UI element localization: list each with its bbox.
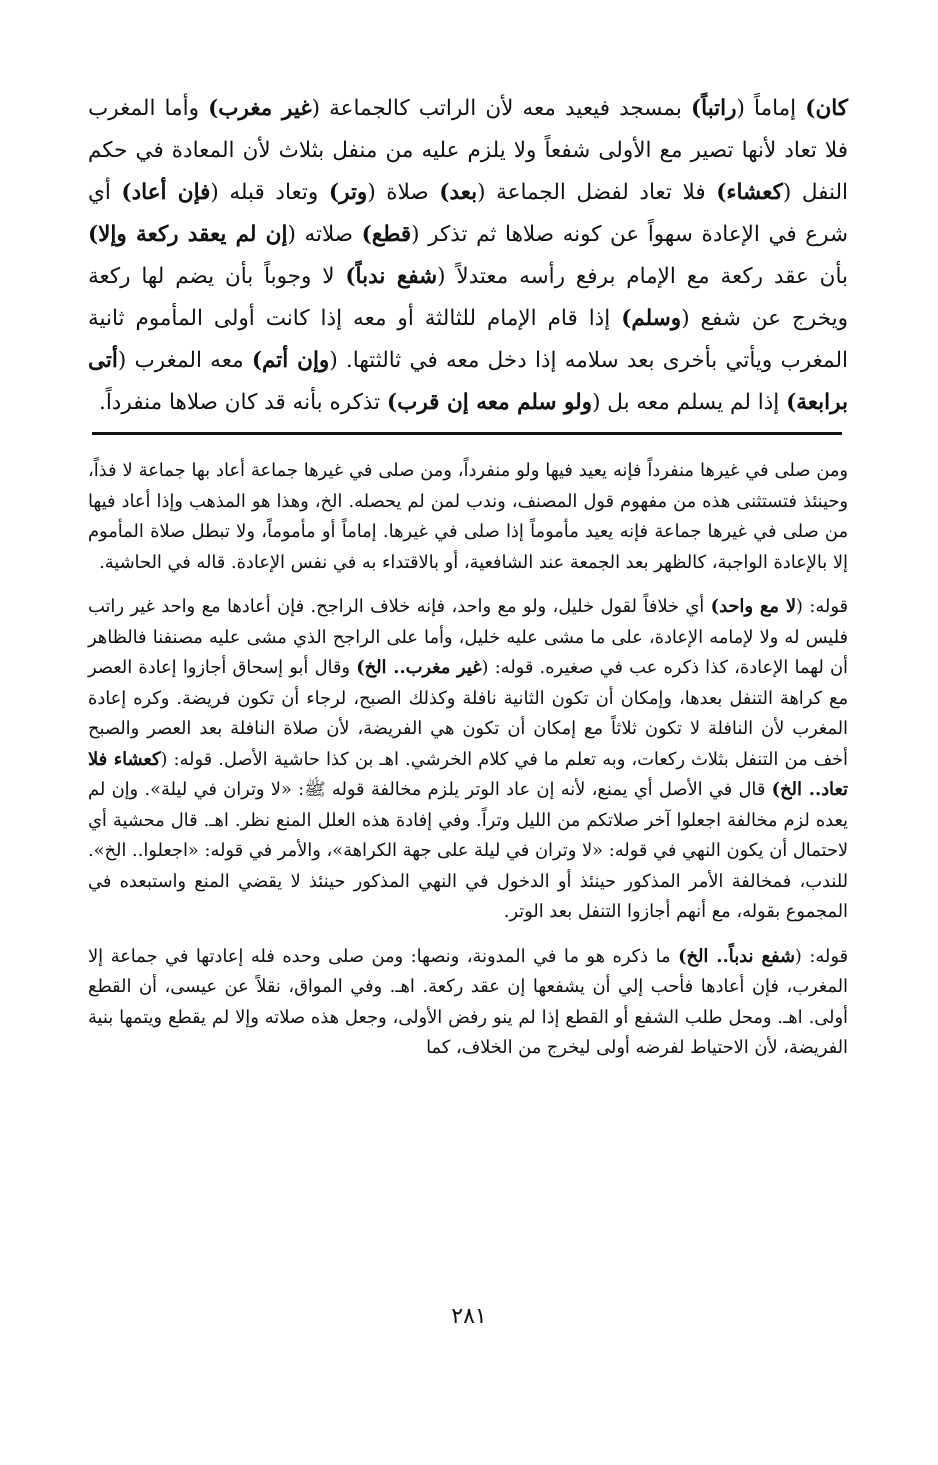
text-run: إذا لم يسلم معه بل (: [592, 390, 787, 415]
text-run: ومن صلى في غيرها منفرداً فإنه يعيد فيها ولو منفرداً، ومن صلى في غيرها جماعة أعاد بها جماعة لا فذاً، وحينئذ فتستثنى هذه من مفهوم قول المصنف، وندب لمن لم يحصله. الخ، وهذا هو المذهب وإذا أعاد فيها من صلى في غيرها جماعة فإنه يعيد مأموماً إذا صلى في غيرها. إماماً أو مأموماً، ولا تبطل صلاة المأموم إلا بالإعادة الواجبة، كالظهر بعد الجمعة عند الشافعية، أو بالاقتداء به في نفس الإعادة. قاله في الحاشية.: [88, 460, 848, 573]
text-run: قوله: (: [794, 945, 848, 967]
bold-term: وسلم): [621, 306, 682, 331]
bold-term: بعد): [439, 180, 478, 205]
footnote-separator: [92, 432, 842, 435]
bold-term: وإن أتم): [251, 348, 330, 373]
bold-term: غير مغرب.. الخ): [356, 657, 482, 678]
footnotes: [88, 456, 848, 1064]
bold-term: غير مغرب): [208, 96, 312, 121]
text-run: وأما المغرب فلا تعاد لأنها تصير مع الأولى شفعاً ولا يلزم عليه من منفل بثلاث لأن المعادة في حكم النفل (: [88, 96, 849, 205]
text-run: تذكره بأنه قد كان صلاها منفرداً.: [98, 390, 387, 415]
text-run: أي شرع في الإعادة سهواً عن كونه صلاها ثم تذكر (: [88, 180, 848, 247]
footnote-paragraph-3: [88, 942, 848, 1064]
bold-term: كان): [805, 96, 849, 121]
text-run: وقال أبو إسحاق أجازوا إعادة العصر مع كراهة التنفل بعدها، وإمكان أن تكون الثانية نافلة وكذلك الصبح، لرجاء أن تكون فريضة. وكره إعادة المغرب لأن النافلة لا تكون ثلاثاً مع إمكان أن تكون هي الفريضة، لأن صلاة النافلة بعد العصر والصبح أخف من التنفل بثلاث ركعات، وبه تعلم ما في كلام الخرشي. اهـ بن كذا حاشية الأصل. قوله: (: [88, 657, 848, 770]
bold-term: قطع): [361, 222, 412, 247]
bold-term: ولو سلم معه إن قرب): [386, 390, 593, 415]
text-run: لا وجوباً بأن يضم لها ركعة ويخرج عن شفع (: [88, 264, 848, 331]
text-run: بمسجد فيعيد معه لأن الراتب كالجماعة (: [311, 96, 691, 121]
footnote-paragraph-1: [88, 456, 848, 578]
bold-term: راتباً): [690, 96, 737, 121]
bold-term: فإن أعاد): [121, 180, 211, 205]
main-paragraph: [88, 88, 848, 424]
text-run: قوله: (: [796, 596, 848, 617]
bold-term: كعشاء): [716, 180, 783, 205]
text-run: قال في الأصل أي يمنع، لأنه إن عاد الوتر يلزم مخالفة قوله ﷺ: «لا وتران في ليلة». وإن لم يعده لزم مخالفة اجعلوا آخر صلاتكم من الليل وتراً. وفي إفادة هذه العلل المنع نظر. اهـ. قال محشية أي لاحتمال أن يكون النهي في قوله: «لا وتران في ليلة على جهة الكراهة»، والأمر في قوله: «اجعلوا.. الخ». للندب، فمخالفة الأمر المذكور حينئذ أو الدخول في النهي المذكور حينئذ لا يقضي المنع واستبعده في المجموع بقوله، مع أنهم أجازوا التنفل بعد الوتر.: [88, 779, 848, 922]
text-run: فلا تعاد لفضل الجماعة (: [477, 180, 717, 205]
bold-term: شفع ندباً): [345, 264, 438, 289]
text-run: ما ذكره هو ما في المدونة، ونصها: ومن صلى وحده فله إعادتها في جماعة إلا المغرب، فإن أعادها فأحب إلي أن يشفعها إن عقد ركعة. اهـ. وفي المواق، نقلاً عن عيسى، أن القطع أولى. اهـ. ومحل طلب الشفع أو القطع إذا لم ينو رفض الأولى، وجعل هذه صلاته وإلا لم يقطع ويتمها بنية الفريضة، لأن الاحتياط لفرضه أولى ليخرج من الخلاف، كما: [88, 945, 848, 1058]
bold-term: شفع ندباً.. الخ): [678, 945, 795, 967]
bold-term: كعشاء فلا تعاد.. الخ): [88, 748, 848, 800]
text-run: إذا قام الإمام للثالثة أو معه إذا كانت أولى المأموم ثانية المغرب ويأتي بأخرى بعد سلامه إذا دخل معه في ثالثتها. (: [88, 306, 848, 373]
bold-term: أتى برابعة): [88, 348, 848, 415]
bold-term: وتر): [328, 180, 368, 205]
text-run: صلاته (: [287, 222, 362, 247]
text-run: إماماً (: [736, 96, 806, 121]
text-run: وتعاد قبله (: [210, 180, 329, 205]
main-text: [88, 88, 848, 424]
bold-term: لا مع واحد): [710, 596, 796, 617]
text-run: معه المغرب (: [117, 348, 252, 373]
text-run: أي خلافاً لقول خليل، ولو مع واحد، فإنه خلاف الراجح. فإن أعادها مع واحد غير راتب فليس له ولا لإمامه الإعادة، على ما مشى عليه خليل، وأما على الراجح الذي مشى عليه مصنفنا فالظاهر أن لهما الإعادة، كذا ذكره عب في صغيره. قوله: (: [88, 596, 848, 678]
page-number: ٢٨١: [451, 1304, 487, 1329]
text-run: صلاة (: [367, 180, 440, 205]
footnote-paragraph-2: [88, 592, 848, 928]
text-run: بأن عقد ركعة مع الإمام برفع رأسه معتدلاً (: [437, 264, 848, 289]
bold-term: إن لم يعقد ركعة وإلا): [88, 222, 288, 247]
